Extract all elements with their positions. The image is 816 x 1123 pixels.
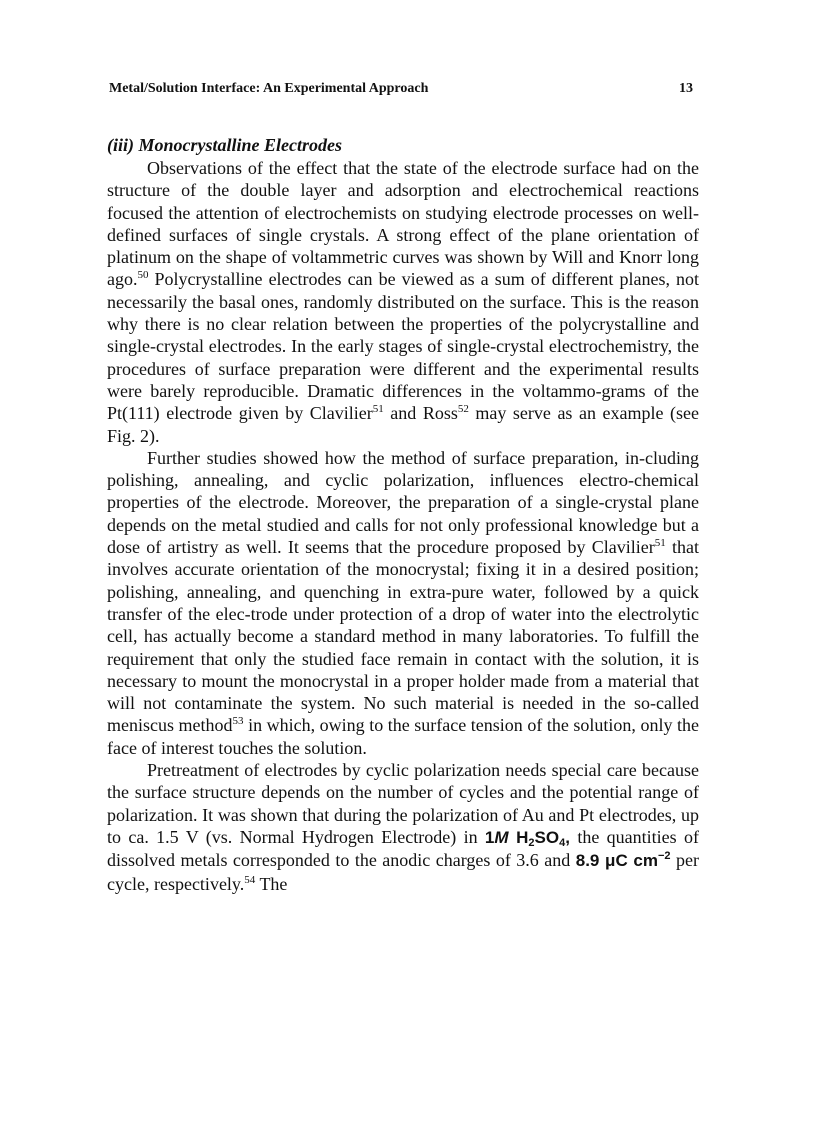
reference-50: 50 xyxy=(137,269,149,282)
paragraph-2 xyxy=(107,447,699,759)
paragraph-1 xyxy=(107,157,699,447)
running-header xyxy=(109,80,699,98)
page-body xyxy=(107,133,699,895)
page-number: 13 xyxy=(679,81,693,96)
acid-formula-so-subscript: 4 xyxy=(559,836,566,849)
reference-54: 54 xyxy=(244,873,256,886)
reference-51: 51 xyxy=(654,537,666,550)
charge-value: 8.9 μC cm xyxy=(575,851,658,871)
paragraph-3 xyxy=(107,759,699,895)
paragraph-3-text-c: per cycle, respectively. xyxy=(107,850,699,894)
paragraph-2-text-b: that involves accurate orientation of the monocrystal; fixing it in a desired position; polishing, annealing, and quenching in extra-pure water, followed by a quick transfer of the elec-trode under protection of a drop of water into the electrolytic cell, has actually become a standard method in many laboratories. To fulfill the requirement that only the studied face remain in contact with the solution, it is necessary to mount the monocrystal in a proper holder made from a material that will not contaminate the system. No such material is needed in the so-called meniscus method xyxy=(107,537,699,736)
acid-formula-h-subscript: 2 xyxy=(528,836,535,849)
reference-52: 52 xyxy=(457,403,469,416)
acid-formula-h: H xyxy=(508,827,529,847)
reference-53: 53 xyxy=(232,715,244,728)
paragraph-3-text-d: The xyxy=(255,873,288,894)
paragraph-1-text-a: Observations of the effect that the state of the electrode surface had on the structure of the double layer and adsorption and electrochemical reactions focused the attention of electrochemists on studying electrode processes on well-defined surfaces of single crystals. A strong effect of the plane orientation of platinum on the shape of voltammetric curves was shown by Will and Knorr long ago. xyxy=(107,158,699,290)
section-heading: (iii) Monocrystalline Electrodes xyxy=(107,135,342,155)
charge-density xyxy=(576,851,671,870)
charge-exponent: −2 xyxy=(658,850,671,863)
paragraph-1-text-b: Polycrystalline electrodes can be viewed as a sum of different planes, not necessarily the basal ones, randomly distributed on the surface. This is the reason why there is no clear relation between the properties of the polycrystalline and single-crystal electrodes. In the early stages of single-crystal electrochemistry, the procedures of surface preparation were different and the experimental results were barely reproducible. Dramatic differences in the voltammo-grams of the Pt(111) electrode given by Clavilier xyxy=(107,269,699,424)
paragraph-1-text-c: and Ross xyxy=(383,403,458,424)
paragraph-1-text-d: may serve as an example (see Fig. 2). xyxy=(107,403,700,446)
running-title: Metal/Solution Interface: An Experimental Approach xyxy=(109,81,429,96)
paragraph-3-text-b: the quantities of dissolved metals corresponded to the anodic charges of 3.6 and xyxy=(107,826,699,871)
acid-concentration xyxy=(485,828,570,847)
paragraph-2-text-c: in which, owing to the surface tension of the solution, only the face of interest touches the solution. xyxy=(107,715,700,758)
paragraph-2-text-a: Further studies showed how the method of surface preparation, in-cluding polishing, annealing, and cyclic polarization, influences electro-chemical properties of the electrode. Moreover, the preparation of a single-crystal plane depends on the metal studied and calls for not only professional knowledge but a dose of artistry as well. It seems that the procedure proposed by Clavilier xyxy=(107,447,699,558)
paragraph-3-text-a: Pretreatment of electrodes by cyclic polarization needs special care because the surface structure depends on the number of cycles and the potential range of polarization. It was shown that during the polarization of Au and Pt electrodes, up to ca. 1.5 V (vs. Normal Hydrogen Electrode) in xyxy=(107,760,699,847)
reference-51: 51 xyxy=(372,403,384,416)
concentration-number: 1 xyxy=(484,827,495,847)
concentration-unit: M xyxy=(494,827,509,847)
acid-formula-comma: , xyxy=(565,827,570,847)
acid-formula-so: SO xyxy=(534,827,560,847)
